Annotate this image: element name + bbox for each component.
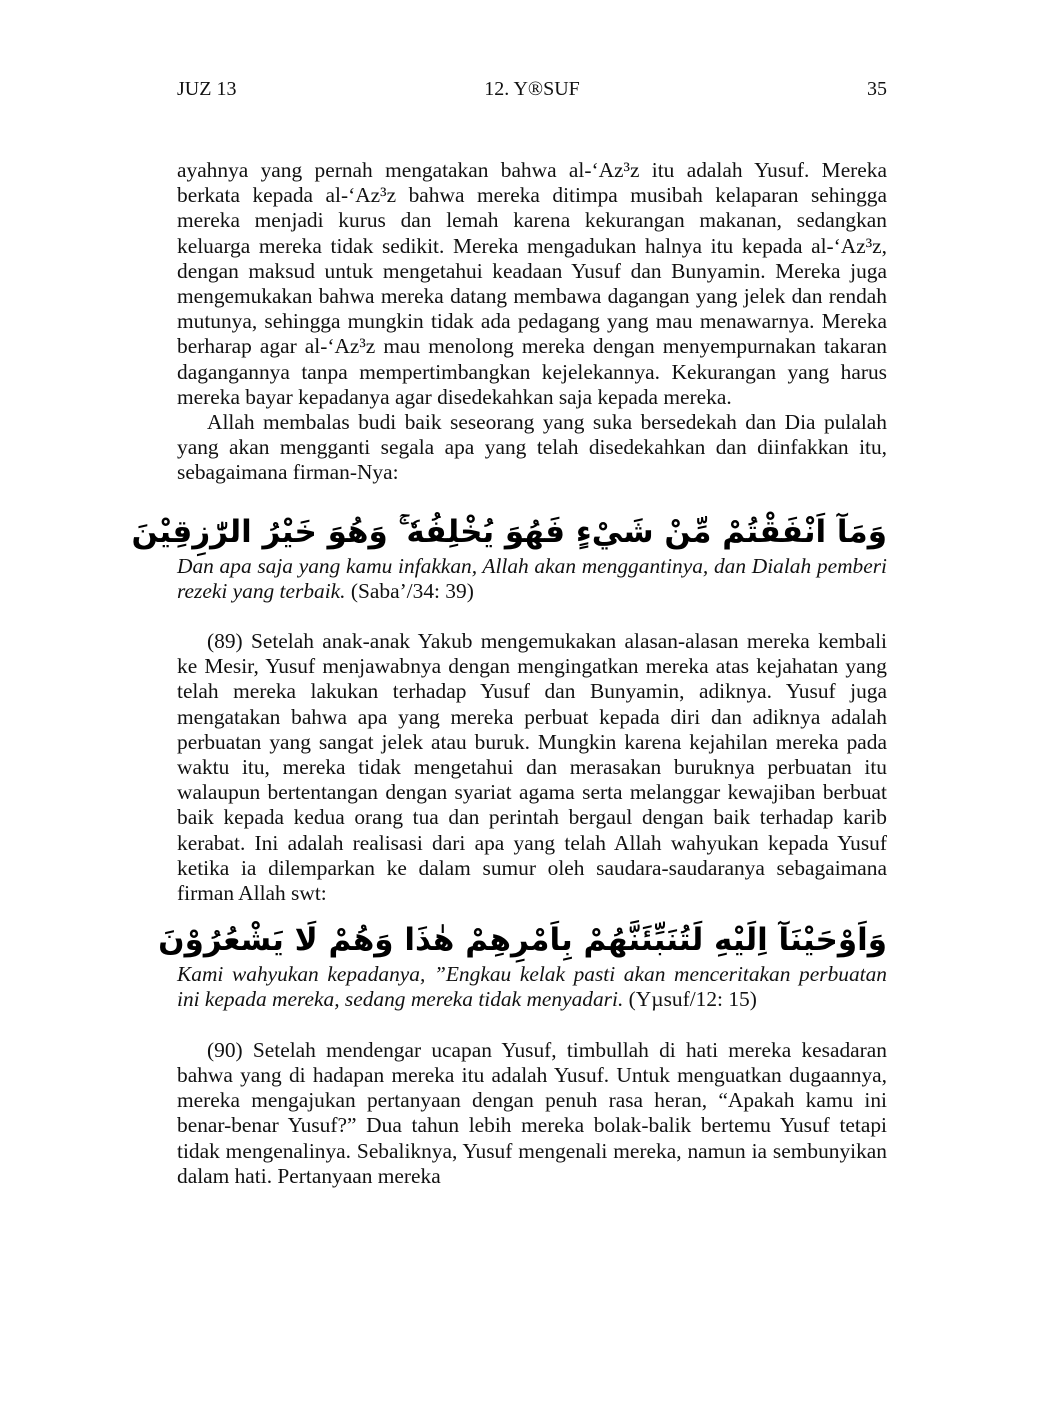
translation-text: Dan apa saja yang kamu infakkan, Allah akan menggantinya, dan Dialah pemberi rezeki yang terbaik. bbox=[177, 553, 887, 603]
paragraph-verse-90: (90) Setelah mendengar ucapan Yusuf, timbullah di hati mereka kesadaran bahwa yang di hadapan mereka itu adalah Yusuf. Untuk menguatkan dugaannya, mereka mengajukan pertanyaan dengan penuh rasa heran, “Apakah kamu ini benar-benar Yusuf?” Dua tahun lebih mereka bolak-balik bertemu Yusuf tetapi tidak mengenalinya. Sebaliknya, Yusuf mengenali mereka, namun ia sembunyikan dalam hati. Pertanyaan mereka bbox=[177, 1037, 887, 1188]
spacer bbox=[177, 1013, 887, 1038]
paragraph-allah-repays: Allah membalas budi baik seseorang yang suka bersedekah dan Dia pulalah yang akan mengganti segala apa yang telah disedekahkan dan diinfakkan itu, sebagaimana firman-Nya: bbox=[177, 410, 887, 485]
running-header bbox=[177, 76, 887, 106]
arabic-verse-yusuf-15: وَاَوْحَيْنَآ اِلَيْهِ لَتُنَبِّئَنَّهُمْ بِاَمْرِهِمْ هٰذَا وَهُمْ لَا يَشْعُرُوْنَ bbox=[158, 922, 887, 959]
page-body bbox=[131, 158, 887, 1189]
arabic-verse-saba-39: وَمَآ اَنْفَقْتُمْ مِّنْ شَيْءٍ فَهُوَ يُخْلِفُهٗ ۚ وَهُوَ خَيْرُ الرّٰزِقِيْنَ bbox=[131, 513, 887, 550]
verse-reference: (Yµsuf/12: 15) bbox=[628, 987, 757, 1012]
paragraph-verse-89: (89) Setelah anak-anak Yakub mengemukakan alasan-alasan mereka kembali ke Mesir, Yusuf menjawabnya dengan mengingatkan mereka atas kejahatan yang telah mereka lakukan terhadap Yusuf dan Bunyamin, adiknya. Yusuf juga mengatakan bahwa apa yang mereka perbuat kepada diri dan adiknya adalah perbuatan yang sangat jelek atau buruk. Mungkin karena kejahilan mereka pada waktu itu, mereka tidak mengetahui dan merasakan buruknya perbuatan itu walaupun bertentangan dengan syariat agama serta melanggar kewajiban berbuat baik kepada kedua orang tua dan perintah bergaul dengan baik terhadap karib kerabat. Ini adalah realisasi dari apa yang telah Allah wahyukan kepada Yusuf ketika ia dilemparkan ke dalam sumur oleh saudara-saudaranya sebagaimana firman Allah swt: bbox=[177, 629, 887, 906]
spacer bbox=[177, 604, 887, 629]
paragraph-continuation: ayahnya yang pernah mengatakan bahwa al-‘Az³z itu adalah Yusuf. Mereka berkata kepada al-‘Az³z bahwa mereka ditimpa musibah kelaparan sehingga mereka menjadi kurus dan lemah karena kekurangan makanan, sedangkan keluarga mereka tidak sedikit. Mereka mengadukan halnya itu kepada al-‘Az³z, dengan maksud untuk mengetahui keadaan Yusuf dan Bunyamin. Mereka juga mengemukakan bahwa mereka datang membawa dagangan yang jelek dan rendah mutunya, sehingga mungkin tidak ada pedagang yang mau menawarnya. Mereka berharap agar al-‘Az³z mau menolong mereka dengan menyempurnakan takaran dagangannya tanpa mempertimbangkan kejelekannya. Kekurangan yang harus mereka bayar kepadanya agar disedekahkan saja kepada mereka. bbox=[177, 158, 887, 409]
verse-reference: (Saba’/34: 39) bbox=[350, 578, 474, 603]
surah-title: 12. Y®SUF bbox=[484, 78, 580, 100]
verse-translation-saba bbox=[177, 554, 887, 604]
juz-label: JUZ 13 bbox=[177, 78, 237, 100]
page-number: 35 bbox=[867, 78, 887, 100]
verse-translation-yusuf bbox=[177, 962, 887, 1012]
translation-text: Kami wahyukan kepadanya, ”Engkau kelak pasti akan menceritakan perbuatan ini kepada mereka, sedang mereka tidak menyadari. bbox=[177, 962, 887, 1012]
